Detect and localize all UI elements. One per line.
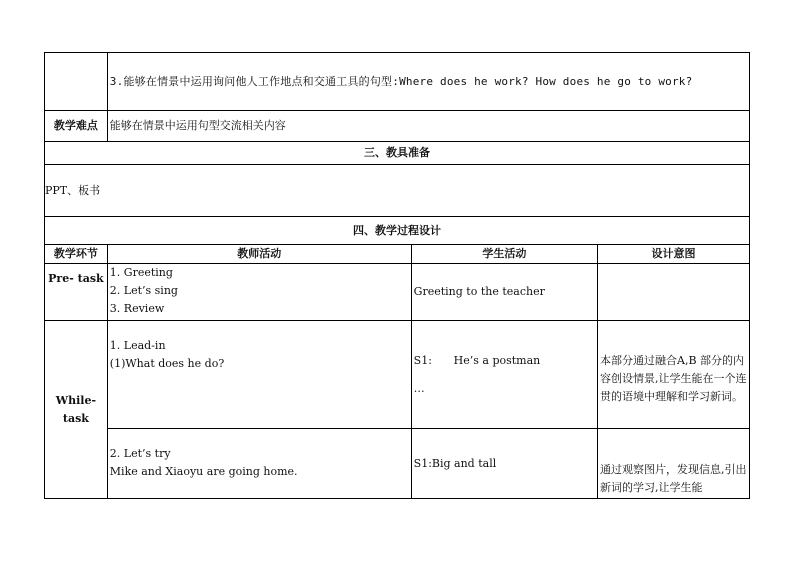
process-header-row xyxy=(45,245,750,264)
whiletask-teacher-line-1: 1. Lead-in xyxy=(109,339,166,352)
whiletask-student-s1: S1: He’s a postman xyxy=(413,353,541,367)
pretask-teacher-line-3: 3. Review xyxy=(109,302,165,315)
whiletask-teacher-activity-2 xyxy=(107,429,411,499)
lesson-plan-table xyxy=(44,52,750,499)
section-3-content: PPT、板书 xyxy=(45,165,750,217)
pretask-teacher-activity xyxy=(107,264,411,321)
section-4-title: 四、教学过程设计 xyxy=(45,217,750,245)
whiletask-teacher-activity-1 xyxy=(107,321,411,429)
section-3-content-row xyxy=(45,165,750,217)
pretask-teacher-line-2: 2. Let’s sing xyxy=(109,284,178,297)
section-4-title-row xyxy=(45,217,750,245)
whiletask-row-2 xyxy=(45,429,750,499)
header-stage: 教学环节 xyxy=(45,245,108,264)
whiletask-row-1 xyxy=(45,321,750,429)
pretask-teacher-line-1: 1. Greeting xyxy=(109,266,173,279)
objective-item-3: 3.能够在情景中运用询问他人工作地点和交通工具的句型:Where does he work? How does he go to work? xyxy=(107,53,749,111)
pretask-stage: Pre- task xyxy=(45,264,108,321)
objective-row xyxy=(45,53,750,111)
header-design-intent: 设计意图 xyxy=(598,245,750,264)
pretask-row xyxy=(45,264,750,321)
whiletask-design-intent-1: 本部分通过融合A,B 部分的内容创设情景,让学生能在一个连贯的语境中理解和学习新词。 xyxy=(598,321,750,429)
header-student-activity: 学生活动 xyxy=(411,245,597,264)
whiletask-teacher-line-3: 2. Let’s try xyxy=(109,447,171,460)
difficulty-text: 能够在情景中运用句型交流相关内容 xyxy=(107,111,749,142)
whiletask-teacher-line-4: Mike and Xiaoyu are going home. xyxy=(109,465,298,478)
pretask-student-activity: Greeting to the teacher xyxy=(411,264,597,321)
whiletask-student-more: … xyxy=(413,381,425,395)
whiletask-design-intent-2: 通过观察图片，发现信息,引出新词的学习,让学生能 xyxy=(598,429,750,499)
whiletask-stage: While-task xyxy=(45,321,108,499)
section-3-title: 三、教具准备 xyxy=(45,142,750,165)
pretask-design-intent xyxy=(598,264,750,321)
section-3-title-row xyxy=(45,142,750,165)
header-teacher-activity: 教师活动 xyxy=(107,245,411,264)
whiletask-student-activity-2: S1:Big and tall xyxy=(411,429,597,499)
objective-label-cell xyxy=(45,53,108,111)
difficulty-label: 教学难点 xyxy=(45,111,108,142)
whiletask-teacher-line-2: (1)What does he do? xyxy=(109,357,225,370)
difficulty-row xyxy=(45,111,750,142)
whiletask-student-activity-1 xyxy=(411,321,597,429)
